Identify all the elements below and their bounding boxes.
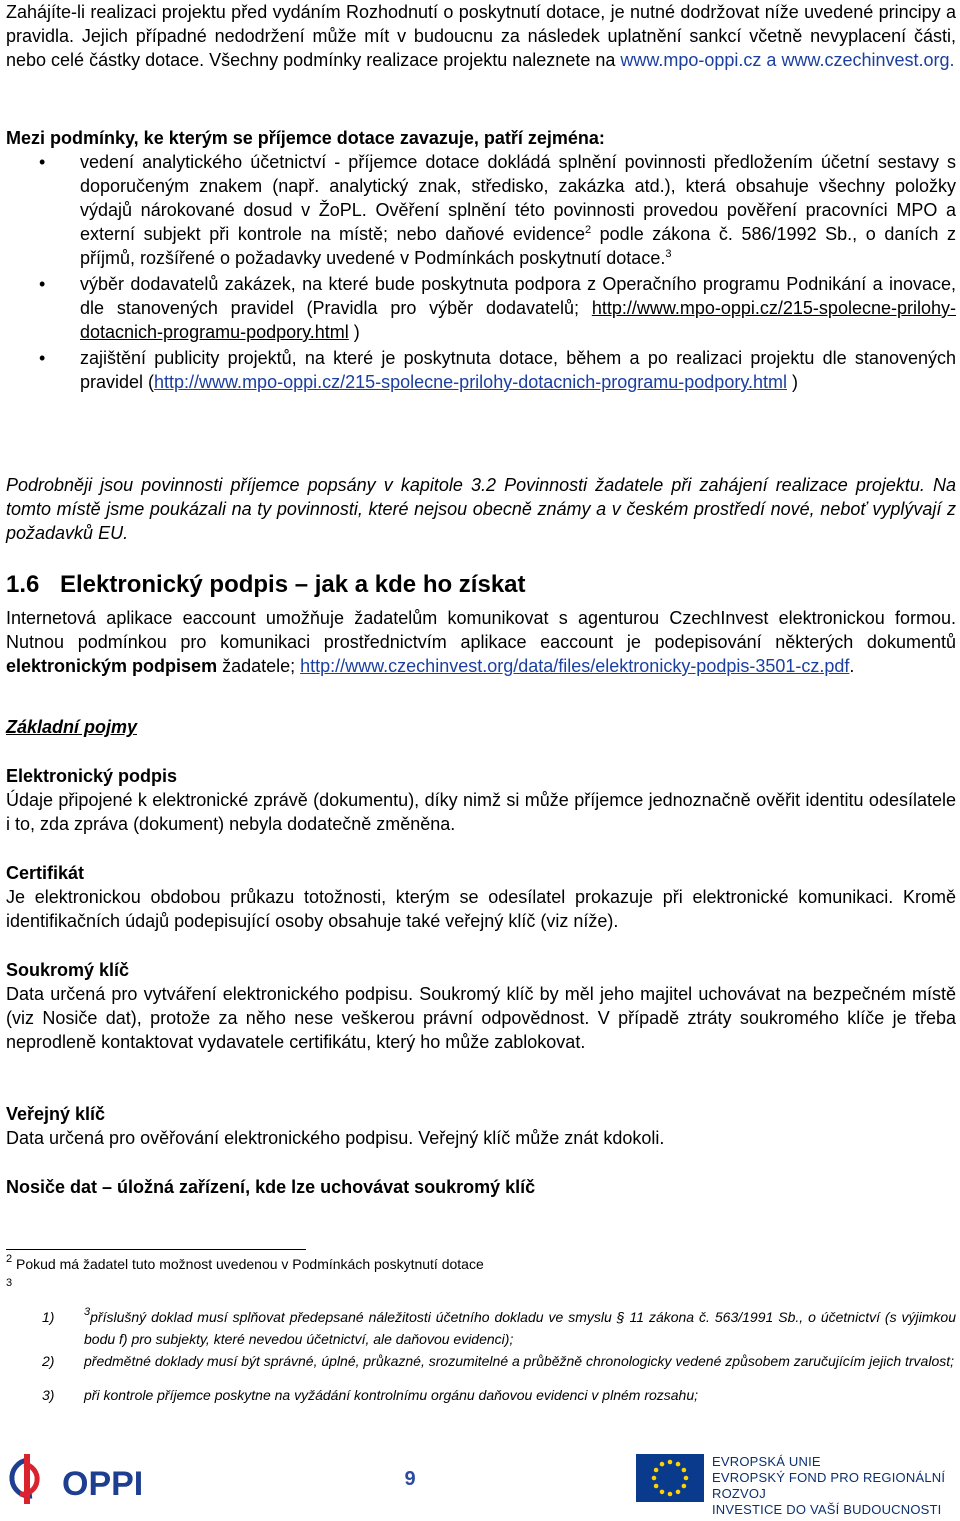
footnote-list-item: 1) $^3$příslušný doklad musí splňovat předepsané náležitosti účetního dokladu ve smyslu § 11 zákona č. 563/1991 Sb., o účetnictví (s výjimkou bodu f) pro subjekty, které nevedou účetnictví, ale daňovou evidenci); bbox=[42, 1306, 956, 1347]
footnote-ref-2[interactable]: 2 bbox=[584, 224, 592, 236]
page-footer bbox=[0, 1448, 960, 1520]
bullet-icon: • bbox=[39, 274, 46, 294]
list-item: • výběr dodavatelů zakázek, na které bude poskytnuta podpora z Operačního programu Podnikání a inovace, dle stanovených pravidel (Pravidla pro výběr dodavatelů; http://www.mpo-oppi.cz/215-spolecne-prilohy-dotacnich-programu-podpory.html ) bbox=[39, 274, 956, 342]
footnote-2: $^2$ Pokud má žadatel tuto možnost uvedenou v Podmínkách poskytnutí dotace bbox=[6, 1253, 484, 1272]
bullet-icon: • bbox=[39, 348, 46, 368]
footnote-list-item: 2) předmětné doklady musí být správné, úplné, průkazné, srozumitelné a průběžně chronologicky vedené způsobem zaručujícím jejich trvalost; bbox=[42, 1353, 955, 1369]
term-title: Veřejný klíč bbox=[6, 1104, 106, 1124]
list-item: • vedení analytického účetnictví - příjemce dotace dokládá splnění povinnosti předložením účetní sestavy s doporučeným znakem (např. analytický znak, středisko, zakázka atd.), která obsahuje všechny položky výdajů nárokované dosud v ŽoPL. Ověření splnění této povinnosti provedou pověření pracovníci MPO a externí subjekt při kontrole na místě; nebo daňové evidence$^2$ podle zákona č. 586/1992 Sb., o daních z příjmů, rozšířené o požadavky uvedené v Podmínkách poskytnutí dotace.$^3$ bbox=[39, 152, 956, 268]
page-number: 9 bbox=[404, 1468, 416, 1490]
link-mpo-oppi[interactable]: www.mpo-oppi.cz bbox=[620, 50, 762, 70]
footnote-3: 3 bbox=[6, 1277, 13, 1289]
oppi-logo bbox=[4, 1450, 174, 1521]
eu-line: EVROPSKÝ FOND PRO REGIONÁLNÍ ROZVOJ bbox=[712, 1470, 946, 1501]
conditions-list bbox=[6, 150, 956, 394]
oppi-logo-icon bbox=[4, 1450, 174, 1516]
term-definition: Data určená pro ověřování elektronického podpisu. Veřejný klíč může znát kdokoli. bbox=[6, 1128, 665, 1148]
obligations-note: Podrobněji jsou povinnosti příjemce popsány v kapitole 3.2 Povinnosti žadatele při zahájení realizace projektu. Na tomto místě jsme poukázali na ty povinnosti, které nejsou obecně známy a v českém prostředí nové, neboť vyplývají z požadavků EU. bbox=[6, 475, 956, 543]
footnote-separator bbox=[6, 1249, 306, 1250]
bullet-icon: • bbox=[39, 152, 46, 172]
section-title: Elektronický podpis – jak a kde ho získat bbox=[60, 571, 526, 598]
eu-line: INVESTICE DO VAŠÍ BUDOUCNOSTI bbox=[712, 1502, 942, 1517]
term-definition: Je elektronickou obdobou průkazu totožnosti, kterým se odesílatel prokazuje při elektronické komunikaci. Kromě identifikačních údajů podepisující osoby obsahuje také veřejný klíč (viz níže). bbox=[6, 887, 956, 931]
term-definition: Údaje připojené k elektronické zprávě (dokumentu), díky nimž si může příjemce jednoznačně ověřit identitu odesílatele i to, zda zpráva (dokument) nebyla dodatečně změněna. bbox=[6, 790, 956, 834]
term-title: Elektronický podpis bbox=[6, 766, 178, 786]
link-elektronicky-podpis-pdf[interactable]: http://www.czechinvest.org/data/files/elektronicky-podpis-3501-cz.pdf bbox=[300, 656, 850, 676]
link-pravidla-dodavatelu[interactable]: http://www.mpo-oppi.cz/215-spolecne-prilohy-dotacnich-programu-podpory.html bbox=[80, 298, 956, 342]
term-title: Nosiče dat – úložná zařízení, kde lze uchovávat soukromý klíč bbox=[6, 1177, 536, 1197]
term-definition: Data určená pro vytváření elektronického podpisu. Soukromý klíč by měl jeho majitel uchovávat na bezpečném místě (viz Nosiče dat), protože za něho nese veškerou právní odpovědnost. V případě ztráty soukromého klíče je třeba neprodleně kontaktovat vydavatele certifikátu, který ho může zablokovat. bbox=[6, 984, 956, 1052]
conditions-heading: Mezi podmínky, ke kterým se příjemce dotace zavazuje, patří zejména: bbox=[6, 128, 605, 148]
link-czechinvest[interactable]: www.czechinvest.org bbox=[781, 50, 950, 70]
section-intro: Internetová aplikace eaccount umožňuje žadatelům komunikovat s agenturou CzechInvest elektronickou formou. Nutnou podmínkou pro komunikaci prostřednictvím aplikace eaccount je podepisování některých dokumentů elektronickým podpisem žadatele; http://www.czechinvest.org/data/files/elektronicky-podpis-3501-cz.pdf. bbox=[6, 608, 956, 676]
footnote-list-item: 3) při kontrole příjemce poskytne na vyžádání kontrolnímu orgánu daňovou evidenci v plném rozsahu; bbox=[42, 1387, 699, 1403]
section-heading bbox=[6, 570, 956, 600]
eu-flag-icon bbox=[636, 1454, 704, 1502]
eu-text-block bbox=[712, 1454, 960, 1518]
link-publicita[interactable]: http://www.mpo-oppi.cz/215-spolecne-prilohy-dotacnich-programu-podpory.html bbox=[154, 372, 787, 392]
footnote-ref-3[interactable]: 3 bbox=[665, 248, 672, 260]
term-title: Certifikát bbox=[6, 863, 85, 883]
list-item: • zajištění publicity projektů, na které je poskytnuta dotace, během a po realizaci projektu dle stanovených pravidel (http://www.mpo-oppi.cz/215-spolecne-prilohy-dotacnich-programu-podpory.html ) bbox=[39, 348, 956, 392]
oppi-logo-text: OPPI bbox=[62, 1465, 144, 1503]
eu-line: EVROPSKÁ UNIE bbox=[712, 1454, 821, 1469]
section-number: 1.6 bbox=[6, 571, 40, 598]
eu-flag bbox=[636, 1454, 704, 1507]
term-title: Soukromý klíč bbox=[6, 960, 130, 980]
intro-paragraph: Zahájíte-li realizaci projektu před vydáním Rozhodnutí o poskytnutí dotace, je nutné dodržovat níže uvedené principy a pravidla. Jejich případné nedodržení může mít v budoucnu za následek uplatnění sankcí včetně nevyplacení části, nebo celé částky dotace. Všechny podmínky realizace projektu naleznete na www.mpo-oppi.cz a www.czechinvest.org. bbox=[6, 2, 956, 70]
basics-heading: Základní pojmy bbox=[6, 717, 138, 737]
